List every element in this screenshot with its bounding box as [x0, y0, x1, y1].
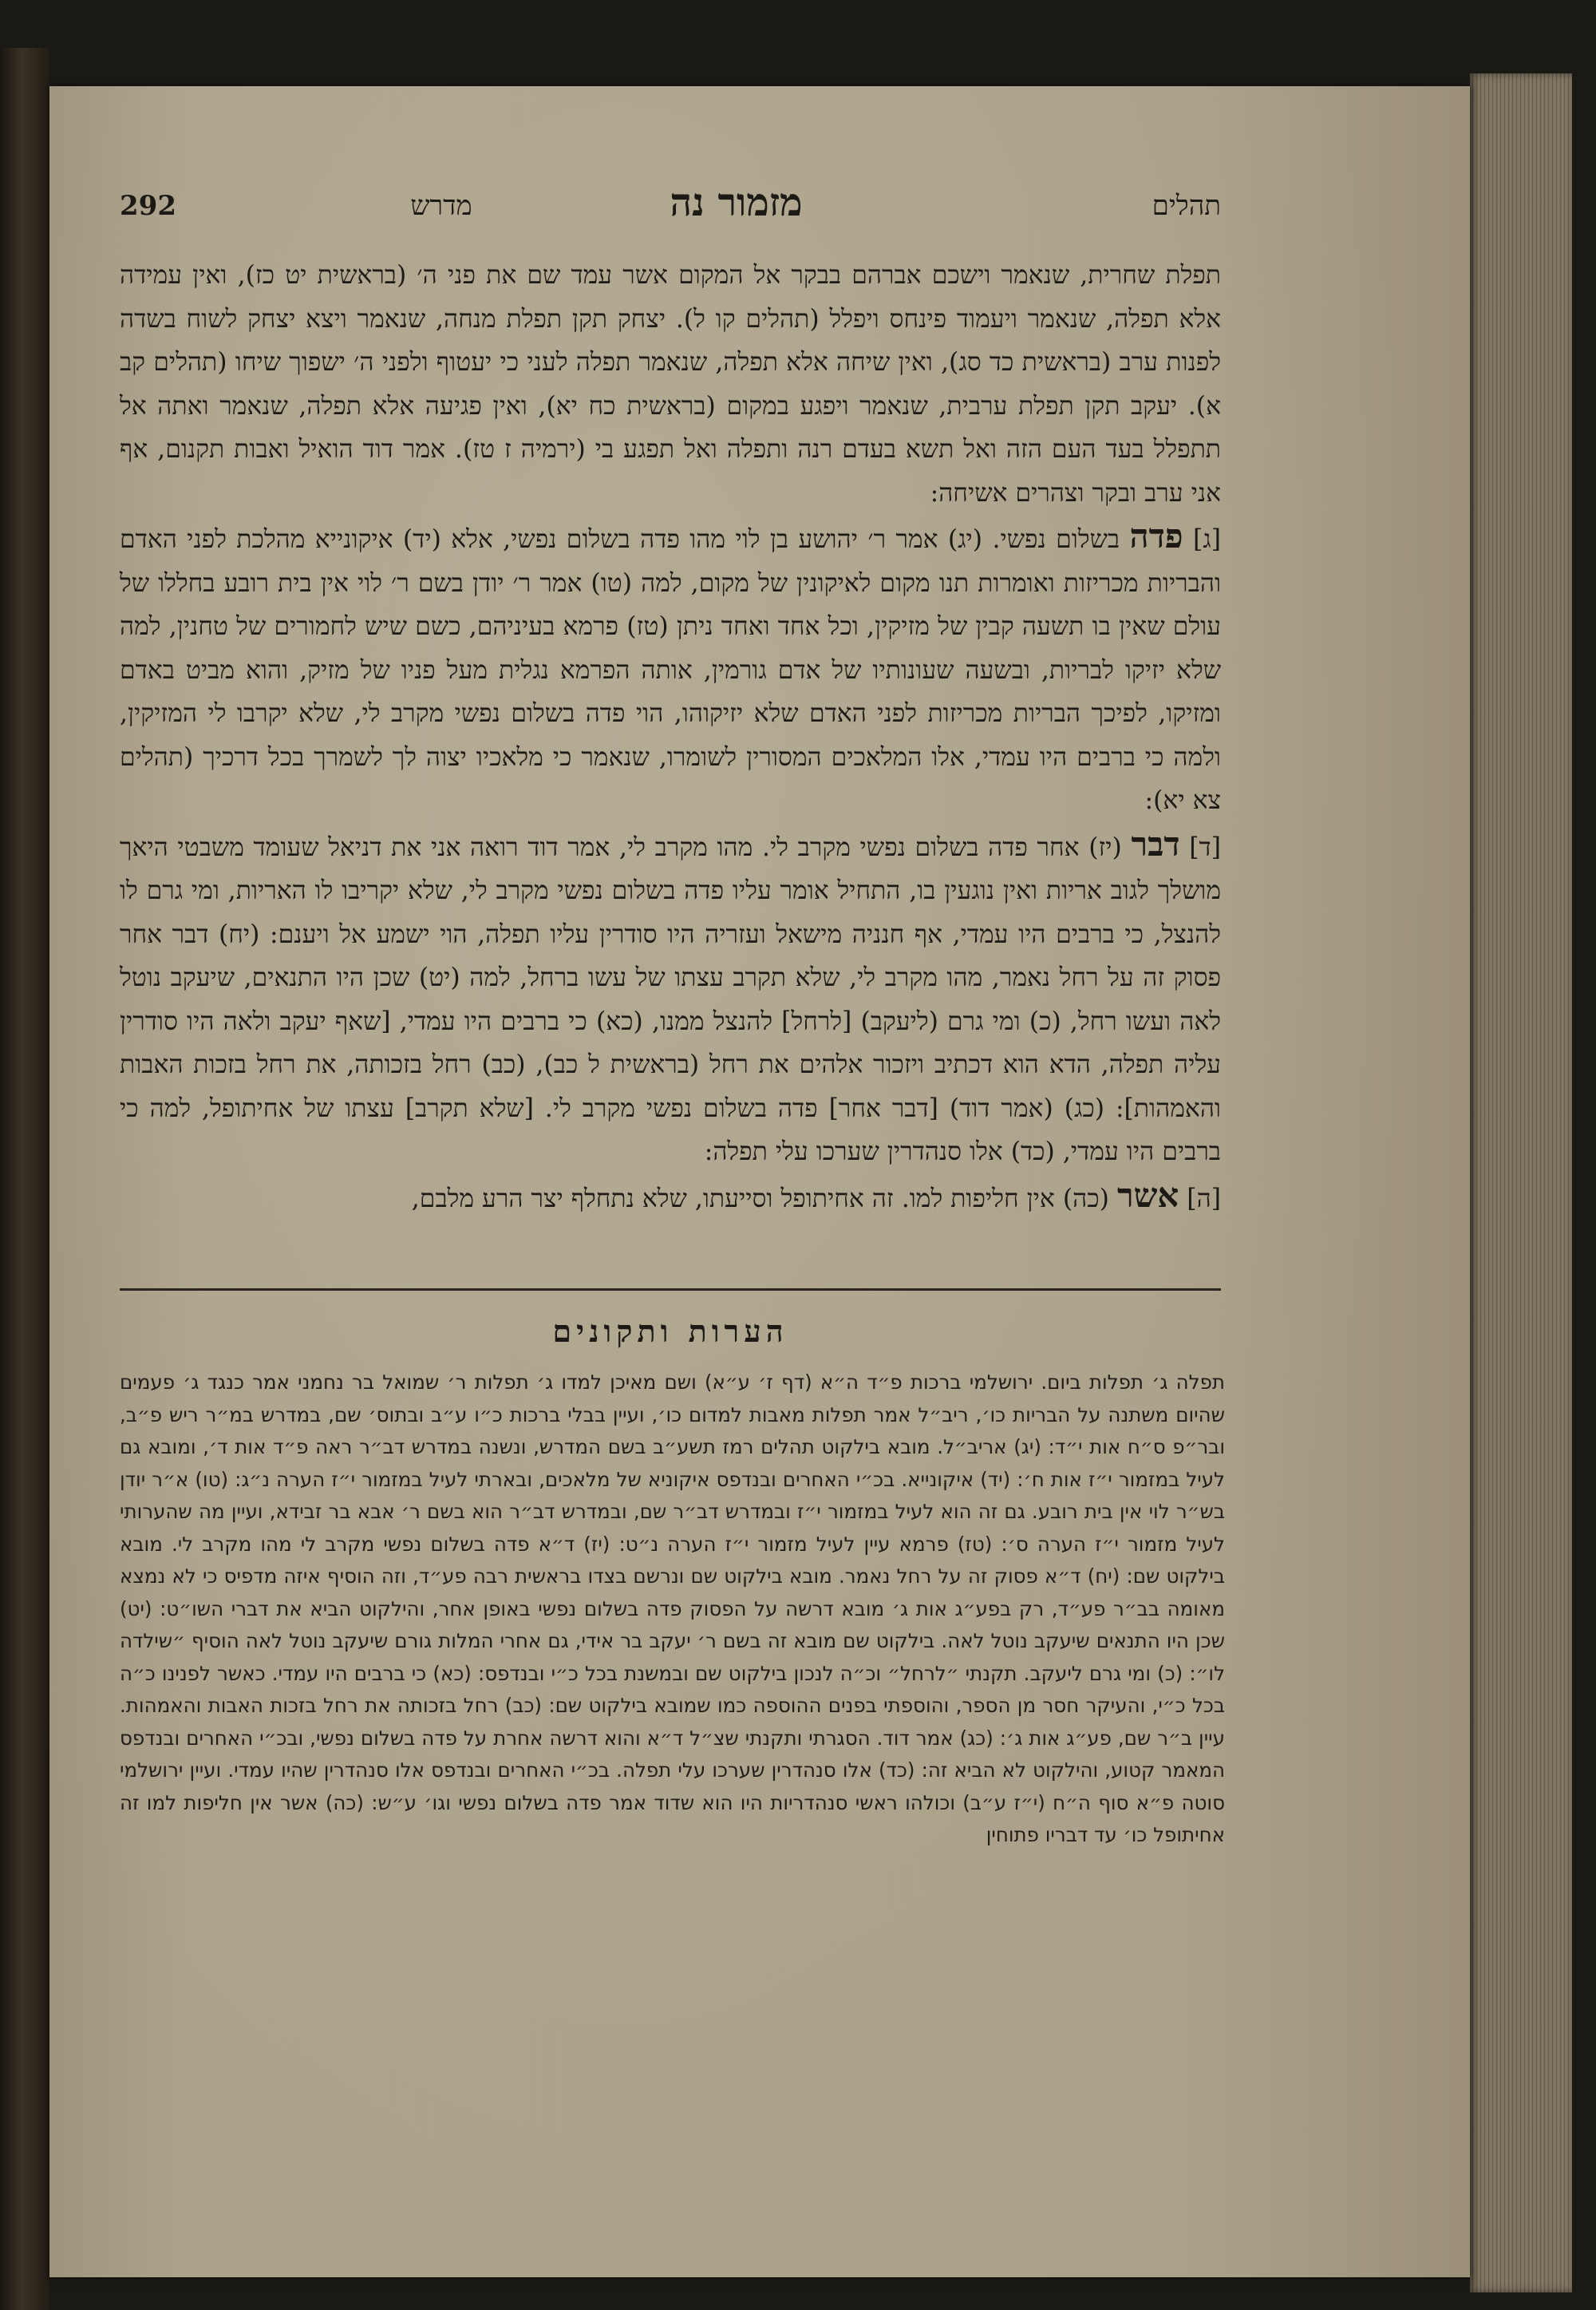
notes-heading: הערות ותקונים	[552, 1313, 788, 1349]
paragraph-section-5	[120, 1174, 1221, 1221]
running-head-book: תהלים	[1152, 190, 1221, 222]
midrash-body	[120, 254, 1221, 1220]
section-number: [ה]	[1187, 1184, 1221, 1213]
lead-word: פדה	[1129, 516, 1183, 556]
running-head-source: מדרש	[410, 190, 472, 222]
paragraph-section-3	[120, 515, 1221, 823]
paragraph-continuation: תפלת שחרית, שנאמר וישכם אברהם בבקר אל המקום אשר עמד שם את פני ה׳ (בראשית יט כז), ואין עמידה אלא תפלה, שנאמר ויעמוד פינחס ויפלל (תהלים קו ל). יצחק תקן תפלת מנחה, שנאמר ויצא יצחק לשוח בשדה לפנות ערב (בראשית כד סג), ואין שיחה אלא תפלה, שנאמר תפלה לעני כי יעטוף ולפני ה׳ ישפוך שיחו (תהלים קב א). יעקב תקן תפלת ערבית, שנאמר ויפגע במקום (בראשית כח יא), ואין פגיעה אלא תפלה, שנאמר ואתה אל תתפלל בעד העם הזה ואל תשא בעדם רנה ותפלה ואל תפגע בי (ירמיה ז טז). אמר דוד הואיל ואבות תקנום, אף אני ערב ובקר וצהרים אשיחה:	[120, 261, 1221, 508]
section-number: [ד]	[1189, 833, 1221, 862]
section-number: [ג]	[1193, 525, 1221, 554]
section-divider	[120, 1288, 1221, 1291]
paragraph-section-4	[120, 823, 1221, 1174]
section-text: (יז) אחר פדה בשלום נפשי מקרב לי. מהו מקרב לי, אמר דוד רואה אני את דניאל שעומד משבטי היאך מושלך לגוב אריות ואין נוגעין בו, התחיל אומר עליו פדה בשלום נפשי מקרב לי, שלא יקריבו לו האריות, ומי גרם לו להנצל, כי ברבים היו עמדי, אף חנניה מישאל ועזריה היו סודרין עליו תפלה, הוי ישמע אל ויענם: (יח) דבר אחר פסוק זה על רחל נאמר, מהו מקרב לי, שלא תקרב עצתו של עשו ברחל, למה (יט) שכן היו התנאים, שיעקב נוטל לאה ועשו רחל, (כ) ומי גרם (ליעקב) [לרחל] להנצל ממנו, (כא) כי ברבים היו עמדי, [שאף יעקב ולאה היו סודרין עליה תפלה, הדא הוא דכתיב ויזכור אלהים את רחל (בראשית ל כב), (כב) רחל בזכותה, את רחל בזכות האבות והאמהות]: (כג) (אמר דוד) [דבר אחר] פדה בשלום נפשי מקרב לי. [שלא תקרב] עצתו של אחיתופל, למה כי ברבים היו עמדי, (כד) אלו סנהדרין שערכו עלי תפלה:	[120, 833, 1221, 1166]
footnotes-block	[120, 1367, 1225, 1852]
lead-word: דבר	[1131, 824, 1180, 864]
page-stack-edge	[1470, 73, 1572, 2292]
lead-word: אשר	[1116, 1175, 1179, 1215]
section-text: בשלום נפשי. (יג) אמר ר׳ יהושע בן לוי מהו פדה בשלום נפשי, אלא (יד) איקונייא מהלכת לפני האדם והבריות מכריזות ואומרות תנו מקום לאיקונין של מקום, למה (טו) אמר ר׳ יודן בשם ר׳ לוי אין בית רובע בחללו של עולם שאין בו תשעה קבין של מזיקין, וכל אחד ואחד ניתן (טז) פרמא בעיניהם, כשם שיש לחמורים של טחנין, למה שלא יזיקו לבריות, ובשעה שעונותיו של אדם גורמין, אותה הפרמא נגלית מעל פניו של מזיק, והוא מביט באדם ומזיקו, לפיכך הבריות מכריזות לפני האדם שלא יזיקוהו, הוי פדה בשלום נפשי מקרב לי, שלא יקרבו לי המזיקין, ולמה כי ברבים היו עמדי, אלו המלאכים המסורין לשומרו, שנאמר כי מלאכיו יצוה לך לשמרך בכל דרכיך (תהלים צא יא):	[120, 525, 1221, 815]
footnotes-text: תפלה ג׳ תפלות ביום. ירושלמי ברכות פ״ד ה״א (דף ז׳ ע״א) ושם מאיכן למדו ג׳ תפלות ר׳ שמואל בר נחמני אמר כנגד ג׳ פעמים שהיום משתנה על הבריות כו׳, ריב״ל אמר תפלות מאבות למדום כו׳, ועיין בבלי ברכות כ״ו ע״ב ובתוס׳ שם, במדרש במ״ר ריש פ״ב, ובר״פ ס״ח אות י״ד: (יג) אריב״ל. מובא בילקוט תהלים רמז תשע״ב בשם המדרש, ונשנה במדרש דב״ר ראה פ״ד אות ד׳, ומובא גם לעיל במזמור י״ז אות ח׳: (יד) איקונייא. בכ״י האחרים ובנדפס איקוניא של מלאכים, ובארתי לעיל במזמור י״ז הערה נ״ג: (טו) א״ר יודן בש״ר לוי אין בית רובע. גם זה הוא לעיל במזמור י״ז ובמדרש דב״ר שם, ובמדרש דב״ר הוא בשם ר׳ אבא בר זבידא, ועיין מה שהערותי לעיל מזמור י״ז הערה ס׳: (טז) פרמא עיין לעיל מזמור י״ז הערה נ״ט: (יז) ד״א פדה בשלום נפשי מקרב לי מהו מקרב לי. מובא בילקוט שם: (יח) ד״א פסוק זה על רחל נאמר. מובא בילקוט שם ונרשם בצדו בראשית רבה פע״ד, וזה הוסיף איזה מדפיס כי לא נמצא מאומה בב״ר פע״ד, רק בפע״ג אות ג׳ מובא דרשה על הפסוק פדה בשלום נפשי באופן אחר, והילקוט הביא את דברי השו״ט: (יט) שכן היו התנאים שיעקב נוטל לאה. בילקוט שם מובא זה בשם ר׳ יעקב בר אידי, גם אחרי המלות גורם שיעקב נוטל לאה הוסיף ״שילדה לו״: (כ) ומי גרם ליעקב. תקנתי ״לרחל״ וכ״ה לנכון בילקוט שם ובמשנת בכל כ״י ובנדפס: (כא) כי ברבים היו עמדי. כאשר לפנינו כ״ה בכל כ״י, והעיקר חסר מן הספר, והוספתי בפנים ההוספה כמו שמובא בילקוט שם: (כב) רחל בזכותה את רחל בזכות האבות והאמהות. עיין ב״ר שם, פע״ג אות ג׳: (כג) אמר דוד. הסגרתי ותקנתי שצ״ל ד״א והוא דרשה אחרת על פדה בשלום נפשי, ובכ״י האחרים ובנדפס המאמר קטוע, והילקוט לא הביא זה: (כד) אלו סנהדרין שערכו עלי תפלה. בכ״י האחרים ובנדפס אלו סנהדרין שהיו עמדי. ועיין ירושלמי סוטה פ״א סוף ה״ח (י״ז ע״ב) וכולהו ראשי סנהדריות היו הוא שדוד אמר פדה בשלום נפשי וגו׳ ע״ש: (כה) אשר אין חליפות למו זה אחיתופל כו׳ עד דבריו פתוחין	[120, 1371, 1225, 1846]
section-text: (כה) אין חליפות למו. זה אחיתופל וסייעתו, שלא נתחלף יצר הרע מלבם,	[411, 1184, 1109, 1213]
page-number: 292	[120, 190, 176, 222]
running-head-title: מזמור נה	[670, 180, 803, 225]
book-spine-edge	[0, 48, 49, 2310]
